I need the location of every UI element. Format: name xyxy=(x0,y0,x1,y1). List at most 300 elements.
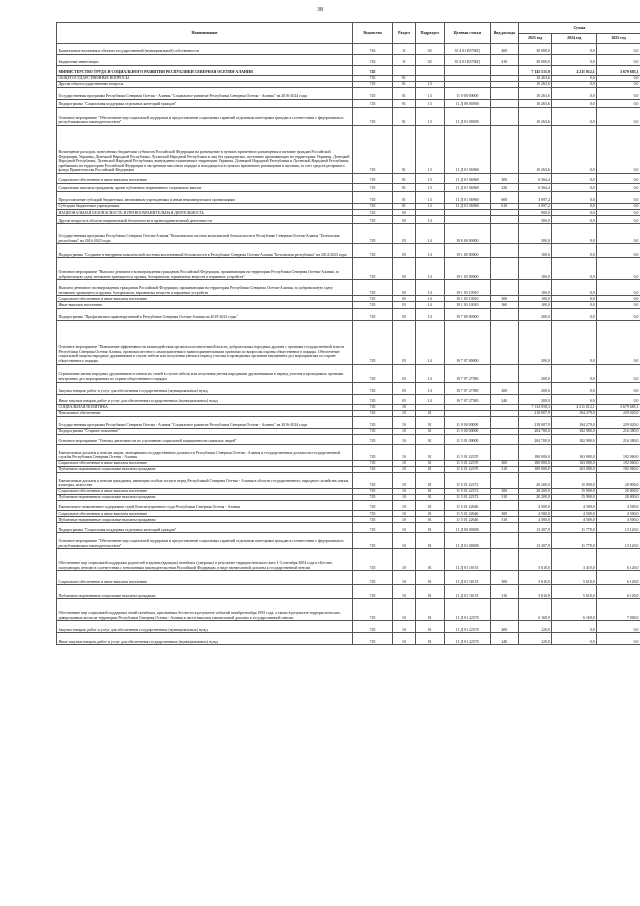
cell-name: Капитальные вложения в объекты государственной (муниципальной) собственности xyxy=(57,44,353,55)
cell-2024: 0,0 xyxy=(552,210,597,216)
cell-2024: 0,0 xyxy=(552,108,597,126)
cell-section: 03 xyxy=(393,216,415,224)
cell-expense xyxy=(490,364,518,382)
cell-2024: 0,0 xyxy=(552,320,597,364)
cell-name: Публичные нормативные социальные выплаты гражданам xyxy=(57,517,353,523)
cell-2024: 0,0 xyxy=(552,280,597,296)
cell-2024: 163 080,0 xyxy=(552,466,597,472)
cell-name: Публичные нормативные социальные выплаты гражданам xyxy=(57,495,353,501)
cell-2024: 11 779,0 xyxy=(552,533,597,549)
cell-target: 11 Д 01 56960 xyxy=(444,126,490,174)
table-row xyxy=(57,320,640,364)
cell-ministry: 745 xyxy=(352,549,392,571)
header-2025: 2025 год xyxy=(597,34,640,44)
cell-expense xyxy=(490,416,518,428)
cell-name: Публичные нормативные социальные выплаты гражданам xyxy=(57,466,353,472)
cell-expense: 360 xyxy=(490,302,518,308)
cell-2024: 6 169,0 xyxy=(552,599,597,621)
cell-name: Закупка товаров, работ и услуг для обеспечения государственных (муниципальных) нужд xyxy=(57,382,353,394)
cell-subsection: 13 xyxy=(415,204,444,210)
cell-expense: 300 xyxy=(490,296,518,302)
cell-name: Подпрограмма "Старшее поколение" xyxy=(57,428,353,434)
cell-expense xyxy=(490,444,518,460)
cell-target: 11 Д 01 56960 xyxy=(444,204,490,210)
cell-section: 10 xyxy=(393,549,415,571)
cell-ministry: 745 xyxy=(352,88,392,100)
cell-section: 01 xyxy=(393,76,415,82)
cell-2023: 4 500,0 xyxy=(518,501,552,511)
cell-target xyxy=(444,66,490,76)
cell-ministry: 745 xyxy=(352,599,392,621)
cell-expense: 300 xyxy=(490,460,518,466)
cell-subsection: 01 xyxy=(415,444,444,460)
cell-2024: 0,0 xyxy=(552,204,597,210)
cell-section: 10 xyxy=(393,511,415,517)
cell-target: 11 0 00 00000 xyxy=(444,416,490,428)
cell-expense xyxy=(490,599,518,621)
cell-2023: 10 263,6 xyxy=(518,82,552,88)
cell-expense xyxy=(490,244,518,258)
cell-2025: 0,0 xyxy=(597,633,640,645)
cell-subsection: 01 xyxy=(415,633,444,645)
cell-name: Подпрограмма "Создание и внедрение комплексной системы коллективной безопасности в Республике Северная Осетия-Алания "Безопасная республика" на 2014-2023 годы xyxy=(57,244,353,258)
cell-2025: 4 500,0 xyxy=(597,501,640,511)
cell-ministry: 745 xyxy=(352,410,392,416)
cell-2025: 0,0 xyxy=(597,100,640,108)
cell-2023: 6 169,9 xyxy=(518,599,552,621)
cell-2023: 100,0 xyxy=(518,244,552,258)
cell-target: 11 5 01 22370 xyxy=(444,460,490,466)
cell-2024: 0,0 xyxy=(552,76,597,82)
cell-expense xyxy=(490,549,518,571)
table-row xyxy=(57,55,640,66)
cell-2024: 4 211 012,1 xyxy=(552,66,597,76)
cell-2025: 0,0 xyxy=(597,244,640,258)
cell-ministry: 745 xyxy=(352,66,392,76)
cell-2025: 0,0 xyxy=(597,82,640,88)
cell-expense: 310 xyxy=(490,495,518,501)
cell-expense: 300 xyxy=(490,511,518,517)
cell-name: Иные закупки товаров, работ и услуг для обеспечения государственных (муниципальных) нужд xyxy=(57,633,353,645)
cell-2025: 0,0 xyxy=(597,224,640,244)
table-row xyxy=(57,416,640,428)
cell-expense: 310 xyxy=(490,466,518,472)
table-row xyxy=(57,108,640,126)
cell-section: 10 xyxy=(393,460,415,466)
cell-subsection: 01 xyxy=(415,489,444,495)
cell-subsection: 14 xyxy=(415,320,444,364)
table-row xyxy=(57,533,640,549)
cell-name: Закупка товаров, работ и услуг для обеспечения государственных (муниципальных) нужд xyxy=(57,621,353,633)
cell-2025: 6 120,0 xyxy=(597,585,640,599)
cell-expense: 200 xyxy=(490,382,518,394)
cell-target: 11 Д 01 56960 xyxy=(444,184,490,192)
cell-2024: 15 900,0 xyxy=(552,473,597,489)
cell-name: Предоставление субсидий бюджетным, автономным учреждениям и иным некоммерческим организациям xyxy=(57,192,353,204)
cell-section: 10 xyxy=(393,621,415,633)
cell-subsection: 01 xyxy=(415,621,444,633)
cell-target: 19 1 03 00000 xyxy=(444,258,490,280)
cell-target: 11 5 01 22640 xyxy=(444,517,490,523)
header-2024: 2024 год xyxy=(552,34,597,44)
table-row xyxy=(57,126,640,174)
cell-section: 10 xyxy=(393,533,415,549)
header-sum: Сумма xyxy=(518,23,640,34)
cell-2025: 0,0 xyxy=(597,76,640,82)
cell-subsection: 01 xyxy=(415,428,444,434)
cell-target: 11 5 01 22372 xyxy=(444,495,490,501)
cell-ministry: 745 xyxy=(352,517,392,523)
cell-section: 11 xyxy=(393,44,415,55)
cell-subsection: 13 xyxy=(415,100,444,108)
cell-2025: 192 060,0 xyxy=(597,460,640,466)
cell-target: 11 Д 01 22570 xyxy=(444,599,490,621)
cell-2023: 5 610,0 xyxy=(518,585,552,599)
cell-section: 01 xyxy=(393,126,415,174)
cell-2024: 0,0 xyxy=(552,174,597,184)
cell-expense: 610 xyxy=(490,204,518,210)
cell-2023: 200,0 xyxy=(518,308,552,320)
cell-ministry: 745 xyxy=(352,364,392,382)
table-row xyxy=(57,100,640,108)
cell-2024: 194 279,0 xyxy=(552,416,597,428)
cell-ministry: 745 xyxy=(352,204,392,210)
cell-subsection: 02 xyxy=(415,55,444,66)
cell-section: 10 xyxy=(393,473,415,489)
cell-ministry: 745 xyxy=(352,100,392,108)
cell-2024: 4 500,0 xyxy=(552,501,597,511)
cell-2024: 0,0 xyxy=(552,126,597,174)
cell-expense xyxy=(490,224,518,244)
cell-2025: 0,0 xyxy=(597,204,640,210)
cell-expense xyxy=(490,100,518,108)
cell-ministry: 745 xyxy=(352,501,392,511)
cell-target: 11 Д 01 22570 xyxy=(444,621,490,633)
cell-subsection: 14 xyxy=(415,364,444,382)
cell-2024: 0,0 xyxy=(552,192,597,204)
cell-target: 11 5 01 22370 xyxy=(444,466,490,472)
cell-2025: 20 000,0 xyxy=(597,489,640,495)
cell-2024: 0,0 xyxy=(552,296,597,302)
table-row xyxy=(57,473,640,489)
cell-target: 19 7 07 27580 xyxy=(444,394,490,404)
cell-subsection: 13 xyxy=(415,184,444,192)
cell-section: 01 xyxy=(393,192,415,204)
cell-ministry: 745 xyxy=(352,585,392,599)
cell-2023: 30 000,0 xyxy=(518,44,552,55)
cell-target: 11 5 01 00000 xyxy=(444,434,490,444)
cell-expense xyxy=(490,308,518,320)
cell-subsection: 13 xyxy=(415,82,444,88)
cell-ministry: 745 xyxy=(352,460,392,466)
cell-expense: 410 xyxy=(490,55,518,66)
cell-expense: 310 xyxy=(490,585,518,599)
cell-2024: 0,0 xyxy=(552,302,597,308)
cell-section: 10 xyxy=(393,434,415,444)
cell-subsection: 01 xyxy=(415,473,444,489)
cell-section: 10 xyxy=(393,410,415,416)
cell-ministry: 745 xyxy=(352,633,392,645)
cell-2023: 10 263,6 xyxy=(518,88,552,100)
cell-2023: 10 263,6 xyxy=(518,108,552,126)
cell-subsection: 01 xyxy=(415,434,444,444)
cell-target: 11 Д 01 22570 xyxy=(444,633,490,645)
cell-2024: 0,0 xyxy=(552,184,597,192)
header-2023: 2023 год xyxy=(518,34,552,44)
cell-section: 10 xyxy=(393,495,415,501)
cell-expense xyxy=(490,126,518,174)
cell-2023: 180 000,0 xyxy=(518,460,552,466)
budget-table xyxy=(56,22,640,645)
cell-ministry: 745 xyxy=(352,216,392,224)
cell-ministry: 745 xyxy=(352,571,392,585)
cell-subsection: 01 xyxy=(415,410,444,416)
cell-expense xyxy=(490,523,518,533)
cell-subsection: 13 xyxy=(415,126,444,174)
page-number: 38 xyxy=(317,7,323,13)
cell-2023: 200,0 xyxy=(518,382,552,394)
cell-expense xyxy=(490,501,518,511)
cell-target: 11 5 00 00000 xyxy=(444,428,490,434)
table-row xyxy=(57,382,640,394)
cell-2023: 30 000,0 xyxy=(518,55,552,66)
cell-name: НАЦИОНАЛЬНАЯ БЕЗОПАСНОСТЬ И ПРАВООХРАНИТЕЛЬНАЯ ДЕЯТЕЛЬНОСТЬ xyxy=(57,210,353,216)
cell-target: 11 0 00 00000 xyxy=(444,88,490,100)
cell-2025: 0,0 xyxy=(597,174,640,184)
table-row xyxy=(57,599,640,621)
cell-ministry: 745 xyxy=(352,126,392,174)
cell-ministry: 743 xyxy=(352,44,392,55)
cell-ministry: 745 xyxy=(352,76,392,82)
cell-2025: 0,0 xyxy=(597,621,640,633)
cell-expense: 300 xyxy=(490,571,518,585)
cell-section: 03 xyxy=(393,210,415,216)
cell-2023: 100,0 xyxy=(518,302,552,308)
table-row xyxy=(57,66,640,76)
cell-name: Ежемесячные доплаты к пенсии лицам, замещавшим государственные должности Республики Северная Осетия - Алания и государственные должности государственной службы Республики Северная Осетия - Алания xyxy=(57,444,353,460)
cell-name: Основное мероприятие "Выплата денежного вознаграждения гражданам Российской Федерации, проживающим на территории Республики Северная Осетия-Алания, за добровольную сдачу незаконно хранящегося оружия, боеприпасов, взрывчатых веществ и взрывных устройств" xyxy=(57,258,353,280)
cell-section: 10 xyxy=(393,428,415,434)
cell-2024: 11 779,0 xyxy=(552,523,597,533)
cell-2023: 218 007,9 xyxy=(518,410,552,416)
cell-name: Обеспечение мер социальной поддержки родителей и вдовам (вдовцам) погибших (умерших) в результате террористического акта 1-3 сентября 2004 года в г.Беслан, получающих пенсию в соответствии с пенсионным законодательством Российской Федерации, в виде ежемесячной доплаты к государственной пенсии xyxy=(57,549,353,571)
cell-subsection: 01 xyxy=(415,585,444,599)
cell-section: 03 xyxy=(393,308,415,320)
cell-subsection: 14 xyxy=(415,308,444,320)
cell-section: 03 xyxy=(393,302,415,308)
cell-2024: 0,0 xyxy=(552,621,597,633)
cell-2025: 0,0 xyxy=(597,44,640,55)
table-row xyxy=(57,308,640,320)
cell-2023: 100,0 xyxy=(518,258,552,280)
table-row xyxy=(57,192,640,204)
cell-2023: 7 145 515,9 xyxy=(518,66,552,76)
cell-subsection: 13 xyxy=(415,174,444,184)
cell-subsection: 14 xyxy=(415,258,444,280)
table-row xyxy=(57,216,640,224)
cell-name: Возмещение расходов, понесенных бюджетами субъектов Российской Федерации на размещение в пунктах временного размещения и питание граждан Российской Федерации, Украины, Донецкой Народной Республики, Луганской Народной Республики и лиц без гражданства, постоянно проживающих на территориях Украины, Донецкой Народной Республики, Луганской Народной Республики, вынужденно покинувших территории Украины, Донецкой Народной Республики и Луганской Народной Республики, прибывших на территорию Российской Федерации в экстренном массовом порядке и находящихся в пунктах временного размещения и питания, за счет средств резервного фонда Правительства Российской Федерации xyxy=(57,126,353,174)
cell-ministry: 745 xyxy=(352,320,392,364)
table-row xyxy=(57,549,640,571)
cell-section: 10 xyxy=(393,444,415,460)
table-row xyxy=(57,174,640,184)
cell-2024: 0,0 xyxy=(552,55,597,66)
cell-section: 10 xyxy=(393,517,415,523)
cell-2023: 100,0 xyxy=(518,280,552,296)
cell-subsection: 14 xyxy=(415,394,444,404)
cell-2024: 5 610,0 xyxy=(552,571,597,585)
cell-2025: 192 060,0 xyxy=(597,444,640,460)
table-row xyxy=(57,280,640,296)
cell-target: 35 4 01 R5760[] xyxy=(444,44,490,55)
cell-2023: 300,0 xyxy=(518,216,552,224)
cell-section xyxy=(393,66,415,76)
cell-2024: 0,0 xyxy=(552,100,597,108)
cell-section: 10 xyxy=(393,404,415,410)
cell-2025: 6 120,0 xyxy=(597,549,640,571)
cell-subsection: 01 xyxy=(415,495,444,501)
cell-2025: 0,0 xyxy=(597,184,640,192)
cell-2023: 100,0 xyxy=(518,296,552,302)
cell-name: Социальное обеспечение и иные выплаты населению xyxy=(57,511,353,517)
cell-2023: 4 500,0 xyxy=(518,517,552,523)
cell-2024: 0,0 xyxy=(552,258,597,280)
cell-ministry: 745 xyxy=(352,244,392,258)
cell-expense: 240 xyxy=(490,394,518,404)
cell-subsection: 01 xyxy=(415,511,444,517)
cell-2023: 204 700,0 xyxy=(518,434,552,444)
cell-ministry: 745 xyxy=(352,416,392,428)
cell-target: 11 Д 01 56960 xyxy=(444,174,490,184)
cell-2025: 4 500,0 xyxy=(597,511,640,517)
cell-target: 11 5 01 22640 xyxy=(444,511,490,517)
cell-target: 11 Д 01 56960 xyxy=(444,192,490,204)
cell-name: Основное мероприятие "Повышение эффективности взаимодействия органов исполнительной власти, добровольных народных дружин с органами государственной власти Республики Северная Осетия-Алания, органами местного самоуправления и правоохранительными органами по вопросам охраны общественного порядка. Обеспечение социальной защиты народных дружинников в случае гибели или получения увечья в период участия в проводимых органами внутренних дел мероприятиях по охране общественного порядка xyxy=(57,320,353,364)
cell-ministry: 745 xyxy=(352,280,392,296)
cell-target xyxy=(444,216,490,224)
cell-name: Социальное обеспечение и иные выплаты населению xyxy=(57,571,353,585)
cell-target: 19 1 03 10010 xyxy=(444,302,490,308)
cell-name: Социальное обеспечение и иные выплаты населению xyxy=(57,174,353,184)
cell-section: 10 xyxy=(393,633,415,645)
cell-target: 11 Д 01 00000 xyxy=(444,108,490,126)
cell-2023: 3 697,2 xyxy=(518,204,552,210)
cell-ministry: 745 xyxy=(352,224,392,244)
cell-2024: 0,0 xyxy=(552,244,597,258)
cell-2025: 4 500,0 xyxy=(597,517,640,523)
cell-2024: 0,0 xyxy=(552,88,597,100)
cell-2024: 194 279,0 xyxy=(552,410,597,416)
cell-subsection: 01 xyxy=(415,517,444,523)
cell-2025: 0,0 xyxy=(597,258,640,280)
cell-2023: 300,0 xyxy=(518,224,552,244)
cell-ministry: 745 xyxy=(352,192,392,204)
cell-2023: 20 200,0 xyxy=(518,495,552,501)
cell-2025: 229 020,0 xyxy=(597,416,640,428)
table-row xyxy=(57,184,640,192)
cell-name: Подпрограмма "Социальная поддержка отдельных категорий граждан" xyxy=(57,100,353,108)
cell-subsection: 14 xyxy=(415,296,444,302)
cell-expense xyxy=(490,216,518,224)
cell-2023: 10 263,6 xyxy=(518,76,552,82)
cell-name: ОБЩЕГОСУДАРСТВЕННЫЕ ВОПРОСЫ xyxy=(57,76,353,82)
cell-name: Ежемесячное пожизненное содержание судей Конституционного суда Республики Северная Осетия - Алания xyxy=(57,501,353,511)
cell-2023: 10 263,6 xyxy=(518,126,552,174)
cell-subsection: 01 xyxy=(415,416,444,428)
cell-subsection: 01 xyxy=(415,466,444,472)
cell-ministry: 745 xyxy=(352,533,392,549)
cell-section: 10 xyxy=(393,501,415,511)
cell-2023: 4 500,0 xyxy=(518,511,552,517)
cell-target: 11 5 01 22640 xyxy=(444,501,490,511)
cell-section: 03 xyxy=(393,224,415,244)
cell-subsection: 13 xyxy=(415,192,444,204)
cell-name: Основное мероприятие "Основы деятельности по улучшению социальной защищенности пожилых людей" xyxy=(57,434,353,444)
cell-2025: 0,0 xyxy=(597,216,640,224)
cell-expense xyxy=(490,258,518,280)
cell-target: 11 Д 01 10151 xyxy=(444,571,490,585)
cell-name: Обеспечение мер социальной поддержки семей погибших, признанных без вести в результате событий октября-ноября 1992 года, а также в результате террористических, диверсионных актов на территории Республики Северная Осетия - Алания в части выплаты ежемесячной доплаты к государственной пенсии xyxy=(57,599,353,621)
cell-ministry: 745 xyxy=(352,394,392,404)
cell-name: Выплата денежного вознаграждения гражданам Российской Федерации, проживающим на территории Республики Северная Осетия-Алания, за добровольную сдачу незаконно хранящегося оружия, боеприпасов, взрывчатых веществ и взрывных устройств xyxy=(57,280,353,296)
cell-2025: 0,0 xyxy=(597,308,640,320)
cell-2023: 120,0 xyxy=(518,633,552,645)
cell-2025: 3 679 685,1 xyxy=(597,66,640,76)
cell-ministry: 745 xyxy=(352,621,392,633)
cell-2025: 0,0 xyxy=(597,280,640,296)
cell-target: 11 Д 01 10151 xyxy=(444,549,490,571)
cell-name: Основное мероприятие "Обеспечение мер социальной поддержки и предоставление социальных гарантий отдельным категориям граждан в соответствии с федеральным и республиканским законодательством" xyxy=(57,533,353,549)
cell-section: 03 xyxy=(393,258,415,280)
cell-target: 35 4 01 R5760[] xyxy=(444,55,490,66)
table-row xyxy=(57,88,640,100)
cell-subsection: 14 xyxy=(415,302,444,308)
cell-subsection xyxy=(415,66,444,76)
cell-name: Иные выплаты населению xyxy=(57,302,353,308)
cell-2023: 204 700,0 xyxy=(518,428,552,434)
table-row xyxy=(57,258,640,280)
cell-section: 03 xyxy=(393,382,415,394)
cell-ministry: 745 xyxy=(352,82,392,88)
cell-2025: 0,0 xyxy=(597,302,640,308)
cell-2023: 7 134 958,3 xyxy=(518,404,552,410)
cell-2025: 0,0 xyxy=(597,88,640,100)
cell-target: 19 7 07 27580 xyxy=(444,382,490,394)
cell-section: 10 xyxy=(393,466,415,472)
cell-2025: 0,0 xyxy=(597,210,640,216)
cell-2024: 5 610,0 xyxy=(552,585,597,599)
cell-2025: 0,0 xyxy=(597,382,640,394)
cell-2023: 180 000,0 xyxy=(518,444,552,460)
cell-name: Субсидии бюджетным учреждениям xyxy=(57,204,353,210)
cell-2025: 0,0 xyxy=(597,394,640,404)
cell-section: 01 xyxy=(393,88,415,100)
cell-expense xyxy=(490,66,518,76)
cell-2024: 0,0 xyxy=(552,44,597,55)
cell-target: 11 Д 01 00000 xyxy=(444,533,490,549)
cell-2024: 182 980,0 xyxy=(552,434,597,444)
cell-2025: 0,0 xyxy=(597,364,640,382)
cell-name: Государственная программа Республики Северная Осетия-Алания "Комплексная система комплексной безопасности в Республике Северная Осетия-Алания "Безопасная республика" на 2014-2023 годы xyxy=(57,224,353,244)
cell-section: 10 xyxy=(393,585,415,599)
cell-2024: 0,0 xyxy=(552,224,597,244)
cell-target: 11 Д 00 00000 xyxy=(444,523,490,533)
cell-ministry: 745 xyxy=(352,473,392,489)
cell-ministry: 745 xyxy=(352,466,392,472)
table-row xyxy=(57,444,640,460)
cell-name: Социальное обеспечение и иные выплаты населению xyxy=(57,489,353,495)
header-ministry: Ведомство xyxy=(352,23,392,44)
